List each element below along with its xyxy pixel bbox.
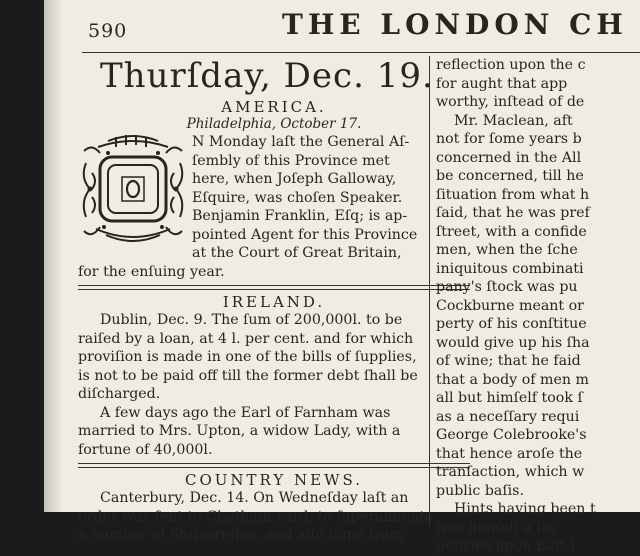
article-line: would give up his ſha — [436, 334, 590, 351]
article-line: ſtreet, with a confide — [436, 223, 587, 240]
america-heading: AMERICA. — [221, 98, 327, 116]
article-line: Mr. Maclean, aft — [454, 112, 573, 129]
article-line: A few days ago the Earl of Farnham was — [100, 404, 391, 421]
article-line: for the enſuing year. — [78, 263, 225, 280]
article-line: order was ſent to Chatham-yard, to ſuperannuate — [78, 508, 434, 525]
right-column — [436, 56, 636, 556]
article-line: fortune of 40,000l. — [78, 441, 213, 458]
article-line: George Colebrooke's — [436, 427, 587, 443]
article-line: at the Court of Great Britain, — [192, 245, 402, 261]
article-line: that hence aroſe the — [436, 445, 583, 462]
article-line: Hints having been t — [454, 501, 596, 517]
article-line: all but himſelf took ſ — [436, 390, 583, 406]
masthead-title: THE LONDON CH — [282, 8, 628, 41]
article-line: worthy, inſtead of de — [436, 94, 585, 110]
article-line: not for ſome years b — [436, 131, 582, 147]
ornamental-initial-o — [78, 133, 188, 245]
article-line: pointed Agent for this Province — [192, 226, 418, 243]
section-rule — [78, 285, 470, 290]
article-line: Benjamin Franklin, Eſq; is ap- — [192, 208, 408, 224]
article-line: public baſis. — [436, 482, 524, 499]
article-line: N Monday laſt the General Aſ- — [192, 134, 410, 150]
article-line: reflection upon the c — [436, 57, 586, 73]
article-line: was himſelf a ſto — [436, 519, 556, 536]
country-news-article — [78, 489, 470, 545]
article-line: policies upon Eaſt-I — [436, 538, 576, 554]
ireland-article — [78, 311, 470, 459]
article-line: Cockburne meant or — [436, 297, 584, 314]
america-article — [78, 133, 470, 281]
article-line: tranſaction, which w — [436, 464, 585, 480]
article-line: proviſion is made in one of the bills of ſupplies, — [78, 349, 417, 365]
ireland-heading: IRELAND. — [222, 293, 326, 311]
article-line: raiſed by a loan, at 4 l. per cent. and for which — [78, 330, 414, 347]
article-line: perty of his conſtitue — [436, 316, 587, 332]
left-column — [78, 56, 470, 545]
decorative-initial-icon — [78, 133, 188, 245]
article-line: a number of Shipwrights, and alſo ſome from — [78, 527, 403, 543]
article-line: ſituation from what h — [436, 186, 590, 203]
article-line: as a neceſſary requi — [436, 408, 580, 425]
country-news-heading: COUNTRY NEWS. — [184, 471, 364, 489]
article-line: here, when Joſeph Galloway, — [192, 171, 397, 187]
article-line: is not to be paid off till the former debt ſhall be — [78, 367, 418, 384]
article-line: concerned in the All — [436, 149, 582, 166]
article-line: married to Mrs. Upton, a widow Lady, with a — [78, 423, 401, 439]
article-line: be concerned, till he — [436, 168, 584, 184]
article-line: iniquitous combinati — [436, 260, 584, 277]
masthead-rule — [82, 52, 640, 53]
page-number: 590 — [88, 20, 128, 42]
date-heading: Thurſday, Dec. 19. — [100, 56, 434, 96]
article-line: for aught that app — [436, 75, 568, 92]
article-line: ſembly of this Province met — [192, 152, 390, 169]
page-gutter-shadow — [44, 0, 62, 512]
article-line: Eſquire, was choſen Speaker. — [192, 189, 403, 206]
article-line: that a body of men m — [436, 371, 589, 388]
article-line: of wine; that he faid — [436, 353, 581, 369]
article-line: Dublin, Dec. 9. The ſum of 200,000l. to be — [100, 312, 403, 328]
section-rule — [78, 463, 470, 468]
article-line: men, when the ſche — [436, 242, 578, 258]
article-line: pany's ſtock was pu — [436, 279, 578, 295]
article-line: ſaid, that he was pref — [436, 205, 590, 221]
article-line: diſcharged. — [78, 386, 161, 402]
article-line: Canterbury, Dec. 14. On Wedneſday laſt an — [100, 490, 409, 506]
america-dateline: Philadelphia, October 17. — [186, 116, 362, 132]
